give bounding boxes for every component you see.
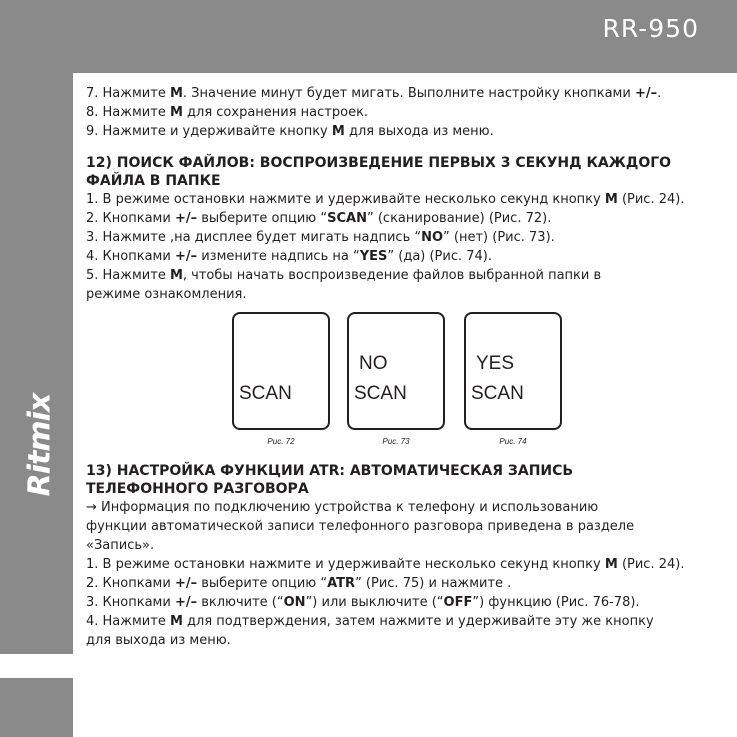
intro-line: 9. Нажмите и удерживайте кнопку M для выхода из меню.: [86, 124, 494, 139]
step-line-cont: режиме ознакомления.: [86, 287, 247, 302]
step-line: 3. Нажмите ,на дисплее будет мигать надпись “NO” (нет) (Рис. 73).: [86, 230, 555, 245]
section-13-title: 13) НАСТРОЙКА ФУНКЦИИ ATR: АВТОМАТИЧЕСКАЯ ЗАПИСЬ: [86, 463, 574, 479]
step-line: 2. Кнопками +/– выберите опцию “SCAN” (сканирование) (Рис. 72).: [86, 211, 552, 226]
figure-caption: Рис. 73: [382, 437, 410, 446]
section-12-title-cont: ФАЙЛА В ПАПКЕ: [86, 173, 221, 189]
section-12-title: 12) ПОИСК ФАЙЛОВ: ВОСПРОИЗВЕДЕНИЕ ПЕРВЫХ 3 СЕКУНД КАЖДОГО: [86, 155, 672, 171]
brand-logo: Ritmix: [22, 393, 58, 497]
info-line: → Информация по подключению устройства к телефону и использованию: [86, 500, 599, 515]
page-content: [86, 84, 706, 650]
step-line: 3. Кнопками +/– включите (“ON”) или выключите (“OFF”) функцию (Рис. 76-78).: [86, 595, 640, 610]
display-screen: [232, 312, 330, 430]
figure-74: [464, 312, 562, 451]
figure-caption: Рис. 74: [499, 437, 527, 446]
figure-73: [347, 312, 445, 451]
step-line-cont: для выхода из меню.: [86, 633, 231, 648]
figure-caption: Рис. 72: [267, 437, 295, 446]
display-line-1: YES: [476, 353, 515, 374]
display-screen: [464, 312, 562, 430]
intro-line: 8. Нажмите M для сохранения настроек.: [86, 105, 369, 120]
figure-72: [232, 312, 330, 451]
info-line: функции автоматической записи телефонного разговора приведена в разделе: [86, 519, 635, 534]
sidebar-bar: [0, 73, 73, 654]
step-line: 4. Кнопками +/– измените надпись на “YES” (да) (Рис. 74).: [86, 249, 493, 264]
model-title: RR-950: [602, 14, 699, 43]
header-bar: [0, 0, 737, 73]
info-line: «Запись».: [86, 538, 155, 553]
step-line: 4. Нажмите M для подтверждения, затем нажмите и удерживайте эту же кнопку: [86, 614, 654, 629]
display-line-1: NO: [359, 353, 388, 374]
display-screen: [347, 312, 445, 430]
sidebar-bar-bottom: [0, 678, 73, 737]
section-13-title-cont: ТЕЛЕФОННОГО РАЗГОВОРА: [86, 481, 309, 497]
step-line: 5. Нажмите M, чтобы начать воспроизведение файлов выбранной папки в: [86, 268, 602, 283]
display-line-2: SCAN: [471, 383, 524, 404]
display-line-2: SCAN: [354, 383, 407, 404]
step-line: 2. Кнопками +/– выберите опцию “ATR” (Рис. 75) и нажмите .: [86, 576, 512, 591]
display-figures: [86, 312, 706, 462]
step-line: 1. В режиме остановки нажмите и удерживайте несколько секунд кнопку M (Рис. 24).: [86, 557, 685, 572]
step-line: 1. В режиме остановки нажмите и удерживайте несколько секунд кнопку M (Рис. 24).: [86, 192, 685, 207]
intro-line: 7. Нажмите M. Значение минут будет мигать. Выполните настройку кнопками +/–.: [86, 86, 662, 101]
display-line-2: SCAN: [239, 383, 292, 404]
